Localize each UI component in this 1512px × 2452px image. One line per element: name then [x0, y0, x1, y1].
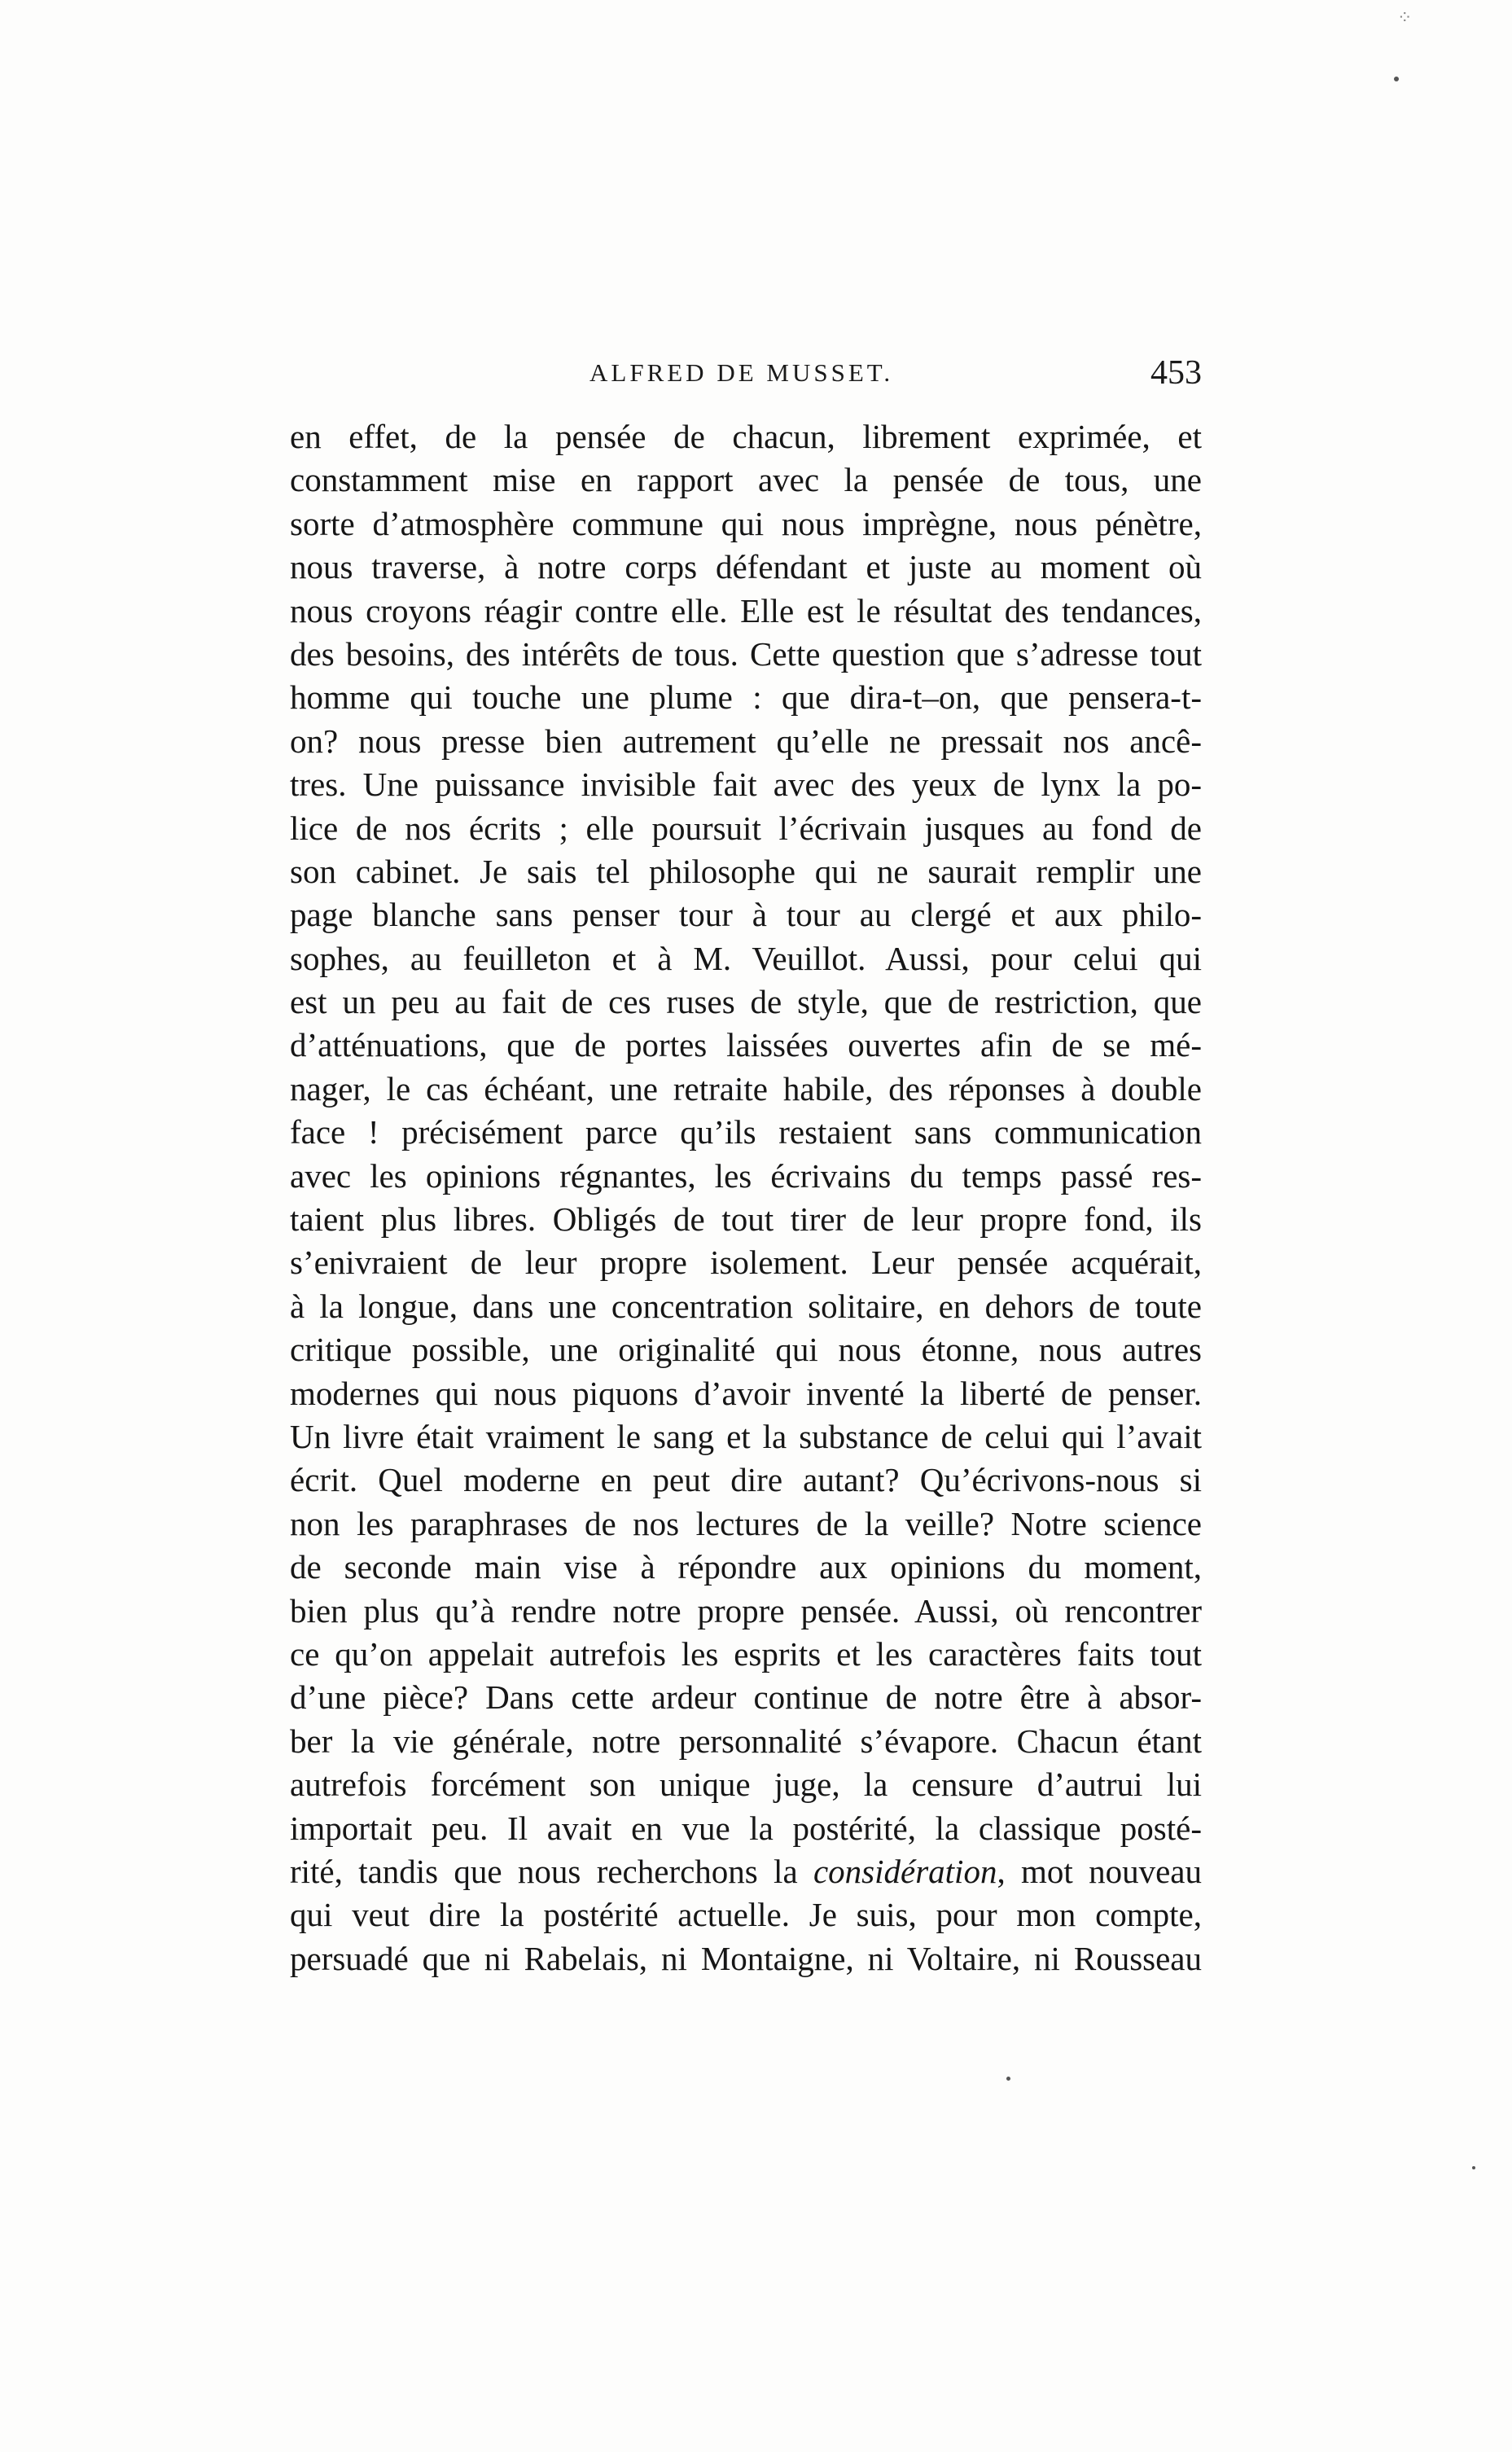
text-line: sophes, au feuilleton et à M. Veuillot. Aussi, pour celui qui — [290, 939, 1202, 977]
text-fragment: rité, tandis que nous recherchons la — [290, 1852, 813, 1890]
text-line-with-italic — [290, 1850, 1202, 1893]
running-title: ALFRED DE MUSSET. — [589, 358, 894, 387]
text-line: nager, le cas échéant, une retraite habile, des réponses à double — [290, 1069, 1202, 1108]
running-head — [290, 354, 1202, 407]
italic-word: considération — [813, 1852, 997, 1890]
text-line: de seconde main vise à répondre aux opinions du moment, — [290, 1548, 1202, 1586]
text-line: tres. Une puissance invisible fait avec des yeux de lynx la po- — [290, 765, 1202, 804]
text-line: nous croyons réagir contre elle. Elle est le résultat des tendances, — [290, 591, 1202, 629]
text-line: Un livre était vraiment le sang et la substance de celui qui l’avait — [290, 1417, 1202, 1455]
print-speck — [1472, 2166, 1475, 2169]
text-line: en effet, de la pensée de chacun, librement exprimée, et — [290, 418, 1202, 455]
text-line: bien plus qu’à rendre notre propre pensée. Aussi, où rencontrer — [290, 1591, 1202, 1630]
print-speck — [1006, 2077, 1010, 2081]
text-line: constamment mise en rapport avec la pensée de tous, une — [290, 461, 1202, 499]
text-line: d’atténuations, que de portes laissées ouvertes afin de se mé- — [290, 1026, 1202, 1064]
text-line: écrit. Quel moderne en peut dire autant? Qu’écrivons-nous si — [290, 1461, 1202, 1499]
text-line: d’une pièce? Dans cette ardeur continue de notre être à absor- — [290, 1678, 1202, 1717]
text-line: à la longue, dans une concentration solitaire, en dehors de toute — [290, 1287, 1202, 1325]
text-line: qui veut dire la postérité actuelle. Je suis, pour mon compte, — [290, 1896, 1202, 1934]
text-line: importait peu. Il avait en vue la postérité, la classique posté- — [290, 1809, 1202, 1847]
text-line: autrefois forcément son unique juge, la censure d’autrui lui — [290, 1766, 1202, 1804]
text-line: modernes qui nous piquons d’avoir inventé la liberté de penser. — [290, 1374, 1202, 1412]
text-line: homme qui touche une plume : que dira-t–on, que pensera-t- — [290, 678, 1202, 717]
text-line: sorte d’atmosphère commune qui nous imprègne, nous pénètre, — [290, 504, 1202, 542]
text-line: s’enivraient de leur propre isolement. Leur pensée acquérait, — [290, 1244, 1202, 1282]
text-line: page blanche sans penser tour à tour au clergé et aux philo- — [290, 896, 1202, 934]
text-line: non les paraphrases de nos lectures de la veille? Notre science — [290, 1504, 1202, 1542]
text-line: taient plus libres. Obligés de tout tirer de leur propre fond, ils — [290, 1200, 1202, 1239]
text-fragment: , mot nouveau — [997, 1852, 1202, 1890]
body-text — [290, 415, 1202, 1980]
text-line: son cabinet. Je sais tel philosophe qui ne saurait remplir une — [290, 852, 1202, 890]
text-line: face ! précisément parce qu’ils restaient sans communication — [290, 1113, 1202, 1151]
text-line: ber la vie générale, notre personnalité s’évapore. Chacun étant — [290, 1722, 1202, 1760]
text-line: persuadé que ni Rabelais, ni Montaigne, ni Voltaire, ni Rousseau — [290, 1939, 1202, 1977]
text-line: lice de nos écrits ; elle poursuit l’écrivain jusques au fond de — [290, 809, 1202, 847]
text-line: est un peu au fait de ces ruses de style, que de restriction, que — [290, 983, 1202, 1021]
print-speck — [1394, 77, 1399, 81]
text-line: on? nous presse bien autrement qu’elle ne pressait nos ancê- — [290, 722, 1202, 760]
text-line: des besoins, des intérêts de tous. Cette question que s’adresse tout — [290, 634, 1202, 673]
page-number: 453 — [1150, 354, 1202, 392]
page-edge-mark: ⁘ — [1397, 8, 1413, 29]
text-line: ce qu’on appelait autrefois les esprits et les caractères faits tout — [290, 1634, 1202, 1673]
text-line: critique possible, une originalité qui nous étonne, nous autres — [290, 1331, 1202, 1369]
text-line: avec les opinions régnantes, les écrivains du temps passé res- — [290, 1156, 1202, 1195]
text-line: nous traverse, à notre corps défendant et juste au moment où — [290, 548, 1202, 586]
